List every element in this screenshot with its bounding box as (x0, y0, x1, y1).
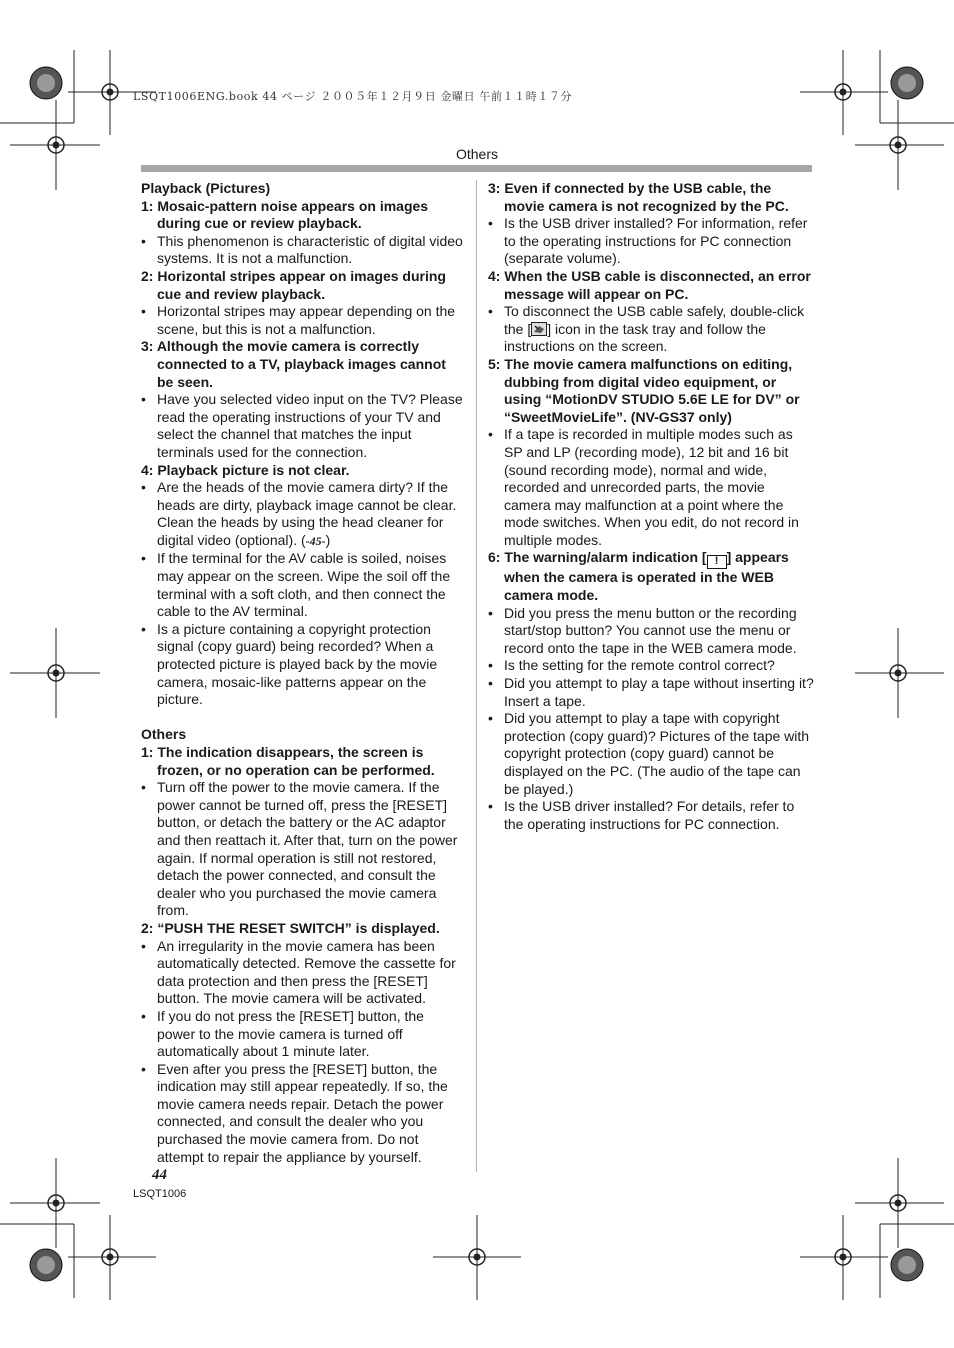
issue-5-editing: 5: The movie camera malfunctions on editing, dubbing from digital video equipment, or using “MotionDV STUDIO 5.6E LE for DV” or “SweetMovieLife”. (NV-GS37 only) (488, 355, 800, 425)
bullet: • Did you press the menu button or the recording start/stop button? You cannot use the menu or record onto the tape in the WEB camera mode. (488, 605, 814, 658)
bullet: • Is a picture containing a copyright protection signal (copy guard) being recorded? When a protected picture is played back by the movie camera, mosaic-like patterns appear on the picture. (141, 621, 465, 709)
issue-text: 6: The warning/alarm indication [ (488, 549, 707, 566)
safely-remove-hardware-icon (531, 322, 547, 336)
bullet: • If a tape is recorded in multiple modes such as SP and LP (recording mode), 12 bit and 16 bit (sound recording mode), normal and wide, recorded and unrecorded parts, the movie camera may malfunction at a point where the mode switches. When you edit, do not record in multiple modes. (488, 426, 814, 549)
bullet: • Turn off the power to the movie camera. If the power cannot be turned off, press the [RESET] button, or detach the battery or the AC adaptor and then reattach it. After that, turn on the power again. If normal operation is still not restored, detach the power connected, and consult the dealer who you purchased the movie camera from. (141, 779, 465, 920)
others-issue-1: 1: The indication disappears, the screen is frozen, or no operation can be performed. (141, 744, 435, 778)
bullet (488, 303, 814, 356)
column-divider (476, 180, 477, 1172)
issue-4: 4: Playback picture is not clear. (141, 461, 350, 478)
page-number: 44 (152, 1167, 167, 1183)
issue-3: 3: Although the movie camera is correctly connected to a TV, playback images cannot be seen. (141, 338, 446, 390)
issue-text: ] appears when the camera is operated in the WEB camera mode. (504, 549, 789, 604)
bullet: • Is the USB driver installed? For information, refer to the operating instructions for PC connection (separate volume). (488, 215, 814, 268)
bullet: • Is the USB driver installed? For details, refer to the operating instructions for PC connection. (488, 798, 814, 833)
heading-others: Others (141, 726, 187, 743)
issue-6-warning (488, 549, 814, 604)
page-reference[interactable]: -45- (305, 533, 326, 548)
bullet: • If the terminal for the AV cable is soiled, noises may appear on the screen. Wipe the soil off the terminal with a soft cloth, and then connect the cable to the AV terminal. (141, 550, 465, 620)
document-code: LSQT1006 (133, 1188, 187, 1200)
warning-icon: ! (707, 555, 727, 569)
bullet: • This phenomenon is characteristic of digital video systems. It is not a malfunction. (141, 233, 465, 268)
section-label: Others (455, 146, 498, 162)
bullet: • An irregularity in the movie camera has been automatically detected. Remove the cassette for data protection and then press the [RESET] button. The movie camera will be activated. (141, 938, 465, 1008)
bullet-text: To disconnect the USB cable safely, double-click the [ (504, 303, 805, 337)
bullet (141, 479, 465, 550)
others-issue-2: 2: “PUSH THE RESET SWITCH” is displayed. (141, 919, 440, 936)
bullet: • If you do not press the [RESET] button, the power to the movie camera is turned off automatically about 1 minute later. (141, 1008, 465, 1061)
right-column (488, 180, 814, 833)
bullet: • Horizontal stripes may appear depending on the scene, but this is not a malfunction. (141, 303, 465, 338)
bullet-text: ) (325, 531, 331, 548)
bullet: • Did you attempt to play a tape without inserting it? Insert a tape. (488, 675, 814, 710)
bullet: • Even after you press the [RESET] button, the indication may still appear repeatedly. If so, the movie camera needs repair. Detach the power connected, and consult the dealer who you purchased the movie camera from. Do not attempt to repair the appliance by yourself. (141, 1061, 465, 1167)
bullet: • Did you attempt to play a tape with copyright protection (copy guard)? Pictures of the tape with copyright protection (copy guard) cannot be displayed on the PC. (The audio of the tape can be played.) (488, 710, 814, 798)
bullet: • Have you selected video input on the TV? Please read the operating instructions of your TV and select the channel that matches the input terminals used for the connection. (141, 391, 465, 461)
bullet: • Is the setting for the remote control correct? (488, 657, 814, 675)
issue-3-usb: 3: Even if connected by the USB cable, the movie camera is not recognized by the PC. (488, 180, 789, 214)
bullet-text: ] icon in the task tray and follow the instructions on the screen. (504, 320, 766, 355)
header-bar (141, 165, 812, 172)
bullet-text: Are the heads of the movie camera dirty? If the heads are dirty, playback image cannot be clear. Clean the heads by using the head cleaner for digital video (optional). ( (157, 479, 457, 548)
printer-slug-line: LSQT1006ENG.book 44 ページ ２００５年１２月９日 金曜日 午前１１時１７分 (133, 90, 573, 103)
heading-playback-pictures: Playback (Pictures) (141, 180, 271, 196)
left-column (141, 180, 465, 1166)
issue-1: 1: Mosaic-pattern noise appears on images during cue or review playback. (141, 197, 429, 232)
issue-2: 2: Horizontal stripes appear on images during cue and review playback. (141, 267, 446, 302)
issue-4-usb: 4: When the USB cable is disconnected, an error message will appear on PC. (488, 267, 811, 302)
